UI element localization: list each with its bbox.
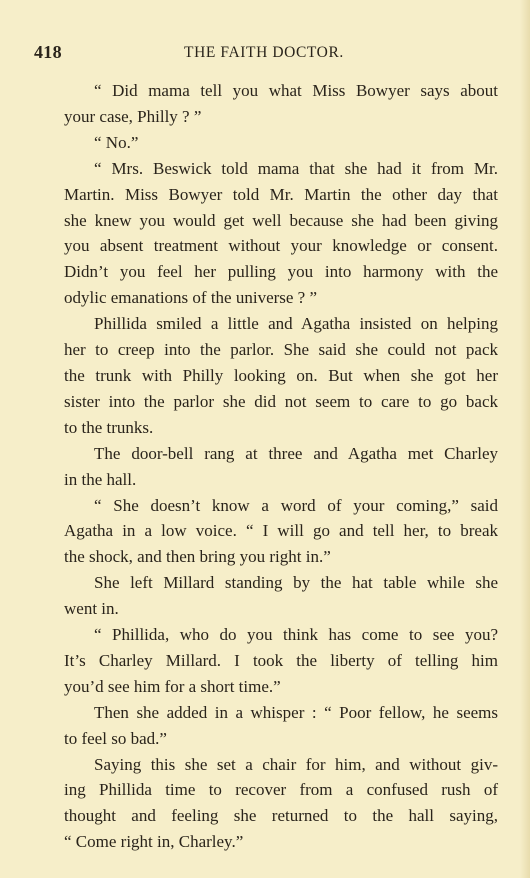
text-line: sister into the parlor she did not seem to care to go back (64, 391, 498, 411)
body-text (34, 78, 498, 855)
paragraph (34, 752, 498, 856)
text-line: ing Phillida time to recover from a confused rush of (64, 780, 498, 800)
text-line: “ No.” (94, 132, 139, 152)
paragraph (34, 493, 498, 571)
text-line: to feel so bad.” (64, 728, 167, 748)
text-line: to the trunks. (64, 417, 154, 437)
text-line: “ Phillida, who do you think has come to see you? (94, 625, 498, 645)
text-line: your case, Philly ? ” (64, 106, 202, 126)
page-number: 418 (34, 42, 62, 62)
text-line: The door-bell rang at three and Agatha met Charley (94, 443, 498, 463)
text-line: in the hall. (64, 469, 137, 489)
text-line: Then she added in a whisper : “ Poor fellow, he seems (94, 702, 498, 722)
text-line: she knew you would get well because she had been giving (64, 210, 498, 230)
text-line: the shock, and then bring you right in.” (64, 547, 331, 567)
paragraph (34, 311, 498, 441)
text-line: Saying this she set a chair for him, and without giv- (94, 754, 498, 774)
text-line: went in. (64, 599, 119, 619)
paragraph (34, 78, 498, 130)
paragraph (34, 156, 498, 311)
text-line: you’d see him for a short time.” (64, 676, 281, 696)
page-edge-shading (520, 0, 530, 878)
text-line: She left Millard standing by the hat table while she (94, 573, 498, 593)
running-title: THE FAITH DOCTOR. (184, 44, 344, 61)
text-line: It’s Charley Millard. I took the liberty of telling him (64, 650, 498, 670)
text-line: Phillida smiled a little and Agatha insisted on helping (94, 314, 498, 334)
text-line: Didn’t you feel her pulling you into harmony with the (64, 262, 498, 282)
text-line: Martin. Miss Bowyer told Mr. Martin the other day that (64, 184, 498, 204)
paragraph (34, 130, 498, 156)
text-line: you absent treatment without your knowledge or consent. (64, 236, 498, 256)
text-line: “ Mrs. Beswick told mama that she had it from Mr. (94, 158, 498, 178)
text-line: the trunk with Philly looking on. But when she got her (64, 365, 498, 385)
text-line: odylic emanations of the universe ? ” (64, 288, 318, 308)
text-line: “ Come right in, Charley.” (64, 832, 244, 852)
text-line: thought and feeling she returned to the hall saying, (64, 806, 498, 826)
paragraph (34, 441, 498, 493)
paragraph (34, 700, 498, 752)
text-line: “ Did mama tell you what Miss Bowyer says about (94, 81, 498, 100)
page-header (34, 42, 496, 66)
text-line: “ She doesn’t know a word of your coming,” said (94, 495, 498, 515)
paragraph (34, 570, 498, 622)
paragraph (34, 622, 498, 700)
text-line: her to creep into the parlor. She said she could not pack (64, 340, 498, 360)
text-line: Agatha in a low voice. “ I will go and tell her, to break (64, 521, 498, 541)
